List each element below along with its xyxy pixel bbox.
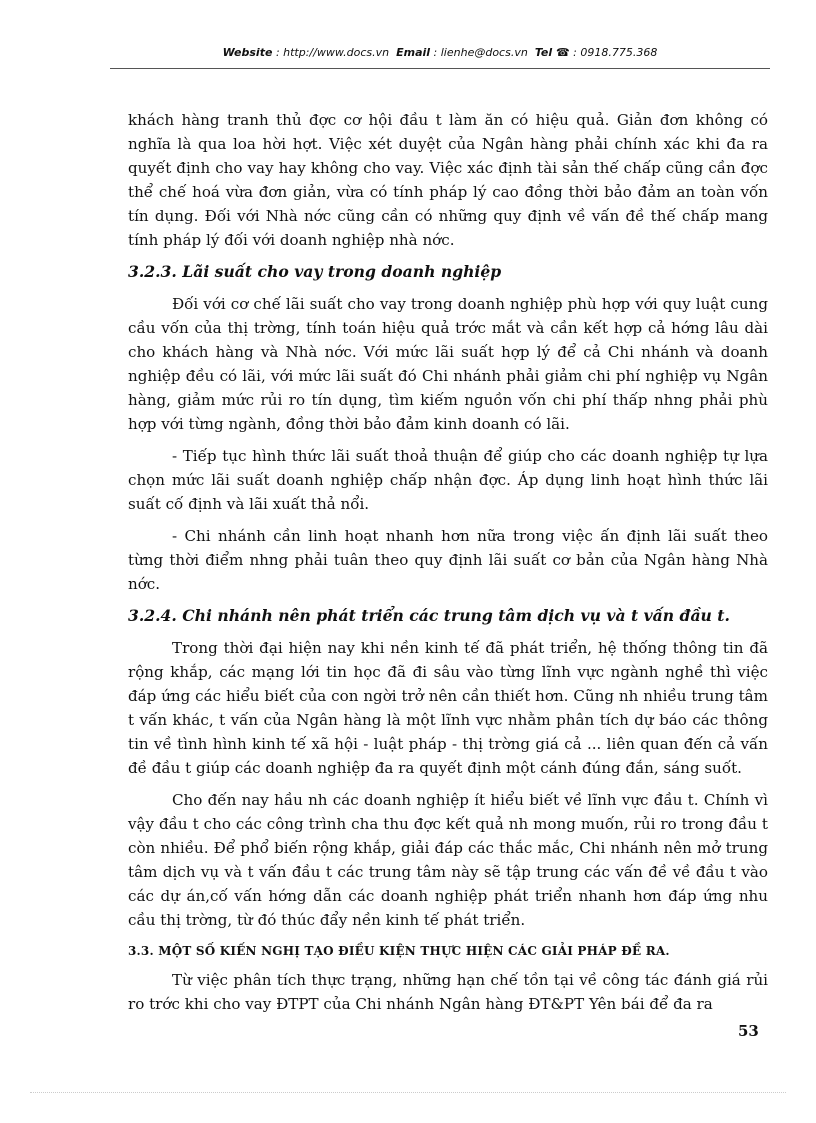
paragraph-negotiated-rate: - Tiếp tục hình thức lãi suất thoả thuận để giúp cho các doanh nghiệp tự lựa chọn mức lãi suất doanh nghiệp chấp nhận đợc. Áp dụng linh hoạt hình thức lãi suất cố định và lãi xuất thả nổi. (128, 447, 768, 513)
page-content (128, 108, 768, 1024)
section-heading-3-3: 3.3. MỘT SỐ KIẾN NGHỊ TẠO ĐIỀU KIỆN THỰC HIỆN CÁC GIẢI PHÁP ĐỀ RA. (128, 944, 670, 958)
website-value: : http://www.docs.vn (275, 46, 390, 59)
paragraph-interest-rate: Đối với cơ chế lãi suất cho vay trong doanh nghiệp phù hợp với quy luật cung cầu vốn của thị trờng, tính toán hiệu quả trớc mắt và cần kết hợp cả hớng lâu dài cho khách hàng và Nhà nớc. Với mức lãi suất hợp lý để cả Chi nhánh và doanh nghiệp đều có lãi, với mức lãi suất đó Chi nhánh phải giảm chi phí nghiệp vụ Ngân hàng, giảm mức rủi ro tín dụng, tìm kiếm nguồn vốn chi phí thấp nhng phải phù hợp với từng ngành, đồng thời bảo đảm kinh doanh có lãi. (128, 295, 768, 433)
website-label: Website (222, 46, 273, 59)
footer-divider (30, 1092, 786, 1093)
paragraph-investment-knowledge: Cho đến nay hầu nh các doanh nghiệp ít hiểu biết về lĩnh vực đầu t. Chính vì vậy đầu t cho các công trình cha thu đợc kết quả nh mong muốn, rủi ro trong đầu t còn nhiều. Để phổ biến rộng khắp, giải đáp các thắc mắc, Chi nhánh nên mở trung tâm dịch vụ và t vấn đầu t các trung tâm này sẽ tập trung các vấn đề về đầu t vào các dự án,cố vấn hớng dẫn các doanh nghiệp phát triển nhanh hơn đáp ứng nhu cầu thị trờng, từ đó thúc đẩy nền kinh tế phát triển. (128, 791, 768, 929)
email-label: Email (396, 46, 431, 59)
tel-value: : 0918.775.368 (573, 46, 658, 59)
tel-label: Tel ☎ (534, 46, 570, 59)
paragraph-continuation: khách hàng tranh thủ đợc cơ hội đầu t làm ăn có hiệu quả. Giản đơn không có nghĩa là qua loa hời hợt. Việc xét duyệt của Ngân hàng phải chính xác khi đa ra quyết định cho vay hay không cho vay. Việc xác định tài sản thế chấp cũng cần đợc thể chế hoá vừa đơn giản, vừa có tính pháp lý cao đồng thời bảo đảm an toàn vốn tín dụng. Đối với Nhà nớc cũng cần có những quy định về vấn đề thế chấp mang tính pháp lý đối với doanh nghiệp nhà nớc. (128, 111, 768, 249)
paragraph-information-era: Trong thời đại hiện nay khi nền kinh tế đã phát triển, hệ thống thông tin đã rộng khắp, các mạng lới tin học đã đi sâu vào từng lĩnh vực ngành nghề thì việc đáp ứng các hiểu biết của con ngời trở nên cần thiết hơn. Cũng nh nhiều trung tâm t vấn khác, t vấn của Ngân hàng là một lĩnh vực nhằm phân tích dự báo các thông tin về tình hình kinh tế xã hội - luật pháp - thị trờng giá cả ... liên quan đến cả vấn đề đầu t giúp các doanh nghiệp đa ra quyết định một cánh đúng đắn, sáng suốt. (128, 639, 768, 777)
page-number: 53 (738, 1022, 759, 1040)
email-value: : lienhe@docs.vn (433, 46, 528, 59)
section-heading-3-2-3: 3.2.3. Lãi suất cho vay trong doanh nghiệp (128, 262, 502, 281)
page-header (110, 46, 770, 59)
section-heading-3-2-4: 3.2.4. Chi nhánh nên phát triển các trung tâm dịch vụ và t vấn đầu t. (128, 606, 730, 625)
header-divider (110, 68, 770, 69)
paragraph-flexible-rate: - Chi nhánh cần linh hoạt nhanh hơn nữa trong việc ấn định lãi suất theo từng thời điểm nhng phải tuân theo quy định lãi suất cơ bản của Ngân hàng Nhà nớc. (128, 527, 768, 593)
paragraph-analysis: Từ việc phân tích thực trạng, những hạn chế tồn tại về công tác đánh giá rủi ro trớc khi cho vay ĐTPT của Chi nhánh Ngân hàng ĐT&PT Yên bái để đa ra (128, 971, 768, 1013)
